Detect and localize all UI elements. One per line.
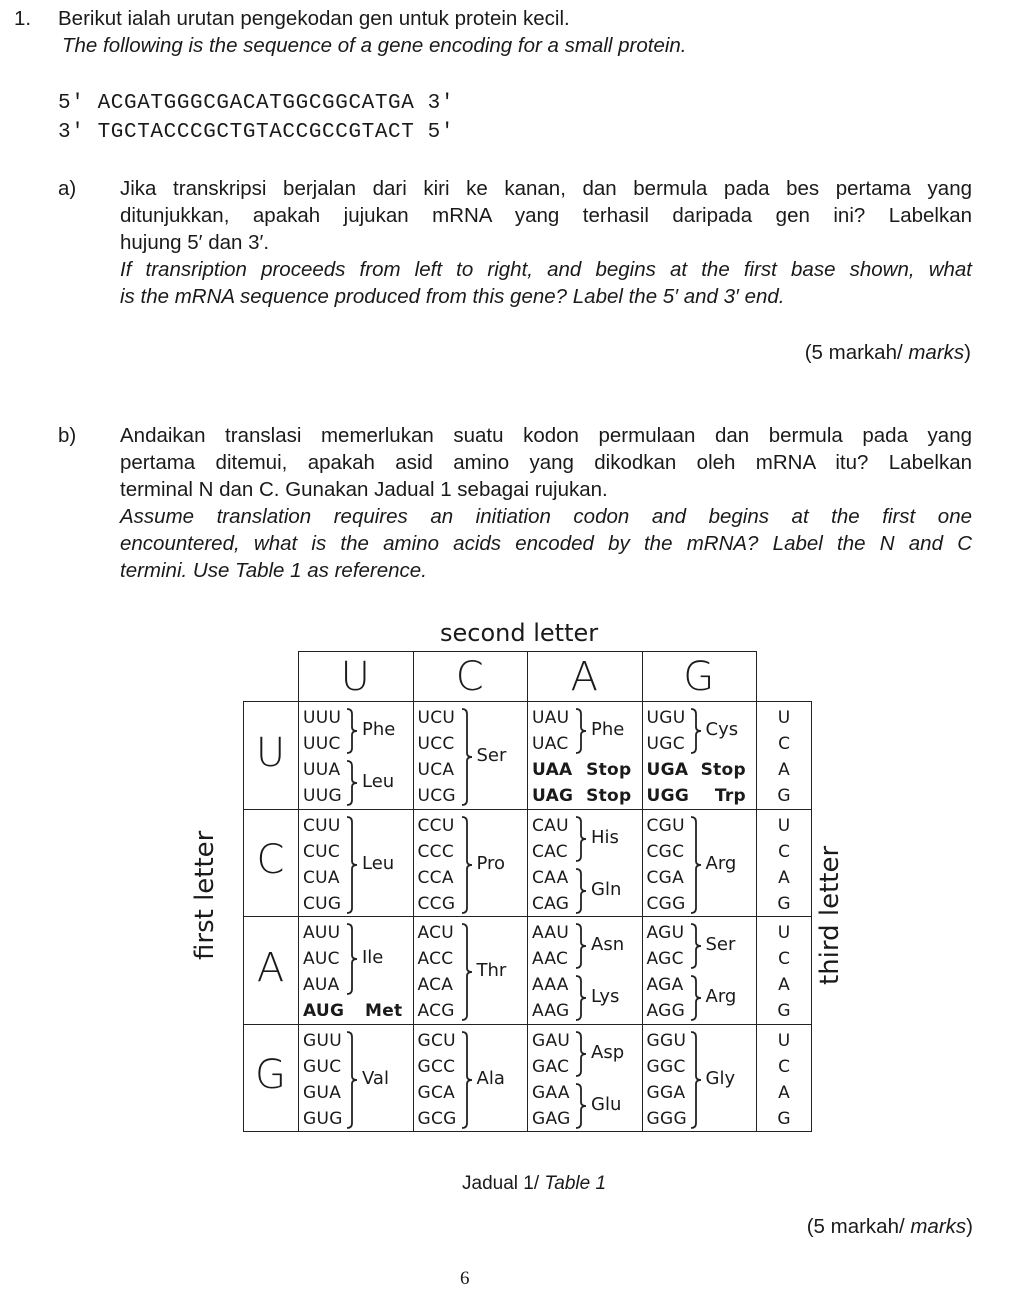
amino-acid: Leu (362, 852, 395, 874)
codon: UGU (646, 708, 686, 728)
codon: UCA (417, 760, 455, 780)
codon: GGU (646, 1030, 687, 1051)
codon: AGG (646, 1001, 686, 1021)
amino-acid: Arg (705, 852, 737, 874)
codon: UAA (532, 760, 573, 780)
codon: AAA (532, 975, 569, 995)
first-letter: C (256, 837, 285, 884)
third-letter: C (778, 734, 790, 754)
column-header-letter: C (455, 654, 484, 700)
third-letter-label: third letter (815, 845, 845, 985)
codon: AGA (646, 975, 684, 995)
first-letter: G (255, 1052, 286, 1099)
part-a-ms-line: ditunjukkan, apakah jujukan mRNA yang terhasil daripada gen ini? Labelkan (120, 204, 972, 227)
third-letter: U (777, 708, 791, 728)
codon: CCU (417, 815, 455, 836)
codon: AGU (646, 923, 685, 943)
brace-mark (574, 816, 588, 862)
amino-acid: Glu (591, 1093, 622, 1115)
codon: CAU (532, 815, 569, 836)
amino-acid: Ile (362, 947, 384, 968)
brace-mark (460, 708, 474, 806)
question-number: 1. (14, 7, 32, 30)
third-letter: C (778, 1056, 790, 1077)
brace-mark (574, 1083, 588, 1129)
codon: GAC (532, 1056, 570, 1077)
codon: UAG (532, 786, 574, 806)
third-letter: A (778, 760, 790, 780)
codon: UUC (303, 734, 341, 754)
codon: CGU (646, 815, 685, 836)
codon: GGA (646, 1082, 686, 1103)
amino-acid: Stop (700, 760, 746, 780)
marks-suffix: ) (966, 1215, 973, 1238)
third-letter: G (777, 1108, 791, 1129)
codon: CUU (303, 815, 341, 836)
brace-mark (689, 816, 703, 914)
codon: GUC (303, 1056, 342, 1077)
part-a-ms-line: Jika transkripsi berjalan dari kiri ke kanan, dan bermula pada bes pertama yang (120, 177, 972, 200)
codon: GGG (646, 1108, 687, 1129)
amino-acid: Arg (705, 986, 737, 1007)
codon: GAG (532, 1108, 571, 1129)
codon: UCG (417, 786, 456, 806)
brace-mark (574, 708, 588, 754)
brace-mark (689, 975, 703, 1021)
third-letter: C (778, 949, 790, 969)
part-b-en-line: Assume translation requires an initiation codon and begins at the first one (120, 505, 972, 528)
brace-mark (574, 1031, 588, 1077)
brace-mark (345, 923, 359, 995)
codon: GGC (646, 1056, 686, 1077)
amino-acid: Trp (714, 786, 746, 806)
third-letter: U (777, 815, 791, 836)
brace-mark (460, 1031, 474, 1129)
amino-acid: Val (362, 1067, 389, 1089)
third-letter: G (777, 893, 791, 914)
codon: AUU (303, 923, 341, 943)
codon: UGA (646, 760, 689, 780)
codon: ACG (417, 1001, 455, 1021)
part-b-marks (807, 1213, 973, 1240)
first-letter: A (256, 944, 285, 991)
part-b-ms-line: Andaikan translasi memerlukan suatu kodon permulaan dan bermula pada yang (120, 424, 972, 447)
codon: UCU (417, 708, 456, 728)
codon: UAU (532, 708, 570, 728)
codon: CCC (417, 841, 455, 862)
third-letter: C (778, 841, 790, 862)
third-letter: U (777, 1030, 791, 1051)
codon: ACU (417, 923, 455, 943)
codon: ACA (417, 975, 454, 995)
codon: AAG (532, 1001, 570, 1021)
codon: AUC (303, 949, 340, 969)
part-a-label: a) (58, 177, 77, 200)
codon: GUU (303, 1030, 342, 1051)
part-b-ms-line: pertama ditemui, apakah asid amino yang dikodkan oleh mRNA itu? Labelkan (120, 451, 972, 474)
amino-acid: Lys (591, 986, 620, 1007)
amino-acid: Cys (705, 719, 739, 740)
marks-italic: marks (910, 1215, 967, 1238)
third-letter: U (777, 923, 791, 943)
amino-acid: Ala (476, 1067, 505, 1089)
amino-acid: Thr (476, 960, 507, 981)
column-header-letter: A (570, 654, 598, 700)
part-b-en-line: termini. Use Table 1 as reference. (120, 559, 427, 582)
codon: CCG (417, 893, 456, 914)
part-b-ms-line: terminal N dan C. Gunakan Jadual 1 sebagai rujukan. (120, 478, 608, 501)
amino-acid: Stop (586, 786, 632, 806)
question-intro-en: The following is the sequence of a gene encoding for a small protein. (62, 34, 687, 57)
first-letter: U (255, 729, 286, 776)
amino-acid: His (591, 826, 619, 848)
codon: GCU (417, 1030, 456, 1051)
page-number: 6 (460, 1268, 470, 1289)
amino-acid: Stop (586, 760, 632, 780)
codon: UUA (303, 760, 341, 780)
table-caption (462, 1170, 606, 1197)
amino-acid: Leu (362, 771, 395, 792)
amino-acid: Met (365, 1001, 403, 1021)
amino-acid: Ser (705, 934, 736, 955)
brace-mark (345, 760, 359, 806)
codon: UGG (646, 786, 690, 806)
third-letter: A (778, 975, 790, 995)
brace-mark (345, 1031, 359, 1129)
amino-acid: Pro (476, 852, 506, 874)
dna-strand-template: 3′ TGCTACCCGCTGTACCGCCGTACT 5′ (58, 121, 455, 144)
dna-strand-coding: 5′ ACGATGGGCGACATGGCGGCATGA 3′ (58, 92, 455, 115)
part-b-label: b) (58, 424, 77, 447)
brace-mark (460, 816, 474, 914)
codon: CAG (532, 893, 570, 914)
brace-mark (345, 708, 359, 754)
second-letter-label: second letter (440, 619, 599, 647)
codon: UUU (303, 708, 342, 728)
codon: CCA (417, 867, 454, 888)
codon: CUC (303, 841, 341, 862)
codon: AAC (532, 949, 569, 969)
codon: UGC (646, 734, 685, 754)
first-letter-label: first letter (190, 830, 220, 960)
part-a-en-line: If transription proceeds from left to right, and begins at the first base shown, what (120, 258, 972, 281)
codon: UAC (532, 734, 569, 754)
codon: CGA (646, 867, 685, 888)
part-a-ms-line: hujung 5′ dan 3′. (120, 231, 270, 254)
codon: AUG (303, 1001, 345, 1021)
codon: AGC (646, 949, 684, 969)
codon: CUA (303, 867, 340, 888)
brace-mark (460, 923, 474, 1021)
part-b-en-line: encountered, what is the amino acids encoded by the mRNA? Label the N and C (120, 532, 972, 555)
amino-acid: Gln (591, 878, 622, 900)
amino-acid: Phe (591, 719, 625, 740)
codon: CAC (532, 841, 568, 862)
caption-en: Table 1 (544, 1173, 607, 1194)
brace-mark (345, 816, 359, 914)
codon: GAA (532, 1082, 570, 1103)
codon: UCC (417, 734, 455, 754)
codon: GCG (417, 1108, 457, 1129)
marks-italic: marks (908, 341, 965, 364)
codon: GUG (303, 1108, 343, 1129)
third-letter: G (777, 786, 791, 806)
amino-acid: Ser (476, 745, 507, 766)
third-letter: G (777, 1001, 791, 1021)
amino-acid: Phe (362, 719, 396, 740)
brace-mark (574, 923, 588, 969)
amino-acid: Asp (591, 1041, 625, 1063)
brace-mark (574, 975, 588, 1021)
third-letter: A (778, 1082, 790, 1103)
column-header-letter: U (340, 654, 370, 700)
marks-prefix: (5 markah/ (804, 341, 909, 364)
codon: CGG (646, 893, 686, 914)
codon: AAU (532, 923, 570, 943)
question-intro-ms: Berikut ialah urutan pengekodan gen untuk protein kecil. (58, 7, 570, 30)
codon: UUG (303, 786, 342, 806)
amino-acid: Asn (591, 934, 625, 955)
codon: ACC (417, 949, 454, 969)
codon: AUA (303, 975, 340, 995)
amino-acid: Gly (705, 1067, 736, 1089)
marks-prefix: (5 markah/ (806, 1215, 911, 1238)
codon: CAA (532, 867, 569, 888)
codon: GCA (417, 1082, 456, 1103)
codon: CUG (303, 893, 342, 914)
brace-mark (689, 708, 703, 754)
caption-ms: Jadual 1/ (462, 1173, 545, 1194)
third-letter: A (778, 867, 790, 888)
codon: GCC (417, 1056, 456, 1077)
codon: CGC (646, 841, 685, 862)
codon: GAU (532, 1030, 571, 1051)
codon: GUA (303, 1082, 342, 1103)
marks-suffix: ) (964, 341, 971, 364)
brace-mark (689, 923, 703, 969)
part-a-en-line: is the mRNA sequence produced from this gene? Label the 5′ and 3′ end. (120, 285, 785, 308)
brace-mark (689, 1031, 703, 1129)
brace-mark (574, 868, 588, 914)
column-header-letter: G (683, 654, 715, 700)
